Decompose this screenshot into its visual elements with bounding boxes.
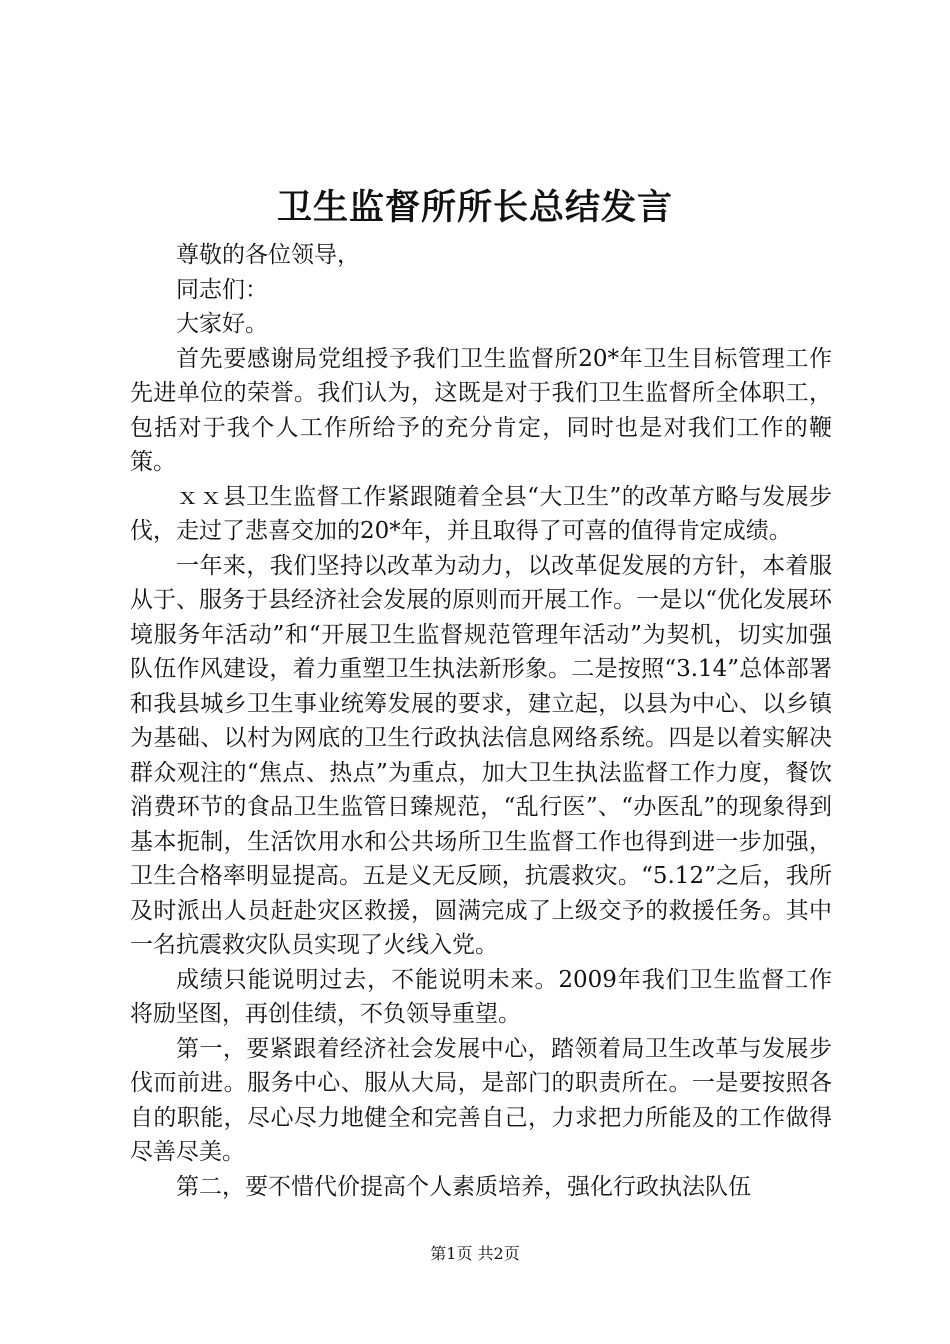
greeting: 大家好。 [176, 311, 268, 337]
paragraph-county-work: ｘｘ县卫生监督工作紧跟随着全县“大卫生”的改革方略与发展步伐，走过了悲喜交加的20*年，并且取得了可喜的值得肯定成绩。 [130, 483, 832, 544]
paragraph-second-point: 第二，要不惜代价提高个人素质培养，强化行政执法队伍 [176, 1173, 751, 1200]
document-body [130, 238, 832, 1204]
paragraph-year-review: 一年来，我们坚持以改革为动力，以改革促发展的方针，本着服从于、服务于县经济社会发展的原则而开展工作。一是以“优化发展环境服务年活动”和“开展卫生监督规范管理年活动”为契机，切实加强队伍作风建设，着力重塑卫生执法新形象。二是按照“3.14”总体部署和我县城乡卫生事业统筹发展的要求，建立起，以县为中心、以乡镇为基础、以村为网底的卫生行政执法信息网络系统。四是以着实解决群众观注的“焦点、热点”为重点，加大卫生执法监督工作力度，餐饮消费环节的食品卫生监管日臻规范，“乱行医”、“办医乱”的现象得到基本扼制，生活饮用水和公共场所卫生监督工作也得到进一步加强，卫生合格率明显提高。五是义无反顾，抗震救灾。“5.12”之后，我所及时派出人员赶赴灾区救援，圆满完成了上级交予的救援任务。其中一名抗震救灾队员实现了火线入党。 [130, 552, 832, 958]
paragraph-first-point: 第一，要紧跟着经济社会发展中心，踏领着局卫生改革与发展步伐而前进。服务中心、服从大局，是部门的职责所在。一是要按照各自的职能，尽心尽力地健全和完善自己，力求把力所能及的工作做得尽善尽美。 [130, 1035, 832, 1165]
page-footer: 第1页 共2页 [430, 1244, 520, 1263]
salutation-leaders: 尊敬的各位领导， [176, 242, 360, 268]
paragraph-thanks: 首先要感谢局党组授予我们卫生监督所20*年卫生目标管理工作先进单位的荣誉。我们认为，这既是对于我们卫生监督所全体职工，包括对于我个人工作所给予的充分肯定，同时也是对我们工作的鞭策。 [130, 345, 832, 475]
paragraph-future: 成绩只能说明过去，不能说明未来。2009年我们卫生监督工作将励坚图，再创佳绩，不负领导重望。 [130, 966, 832, 1027]
document-title: 卫生监督所所长总结发言 [276, 187, 673, 228]
salutation-comrades: 同志们： [176, 276, 268, 303]
